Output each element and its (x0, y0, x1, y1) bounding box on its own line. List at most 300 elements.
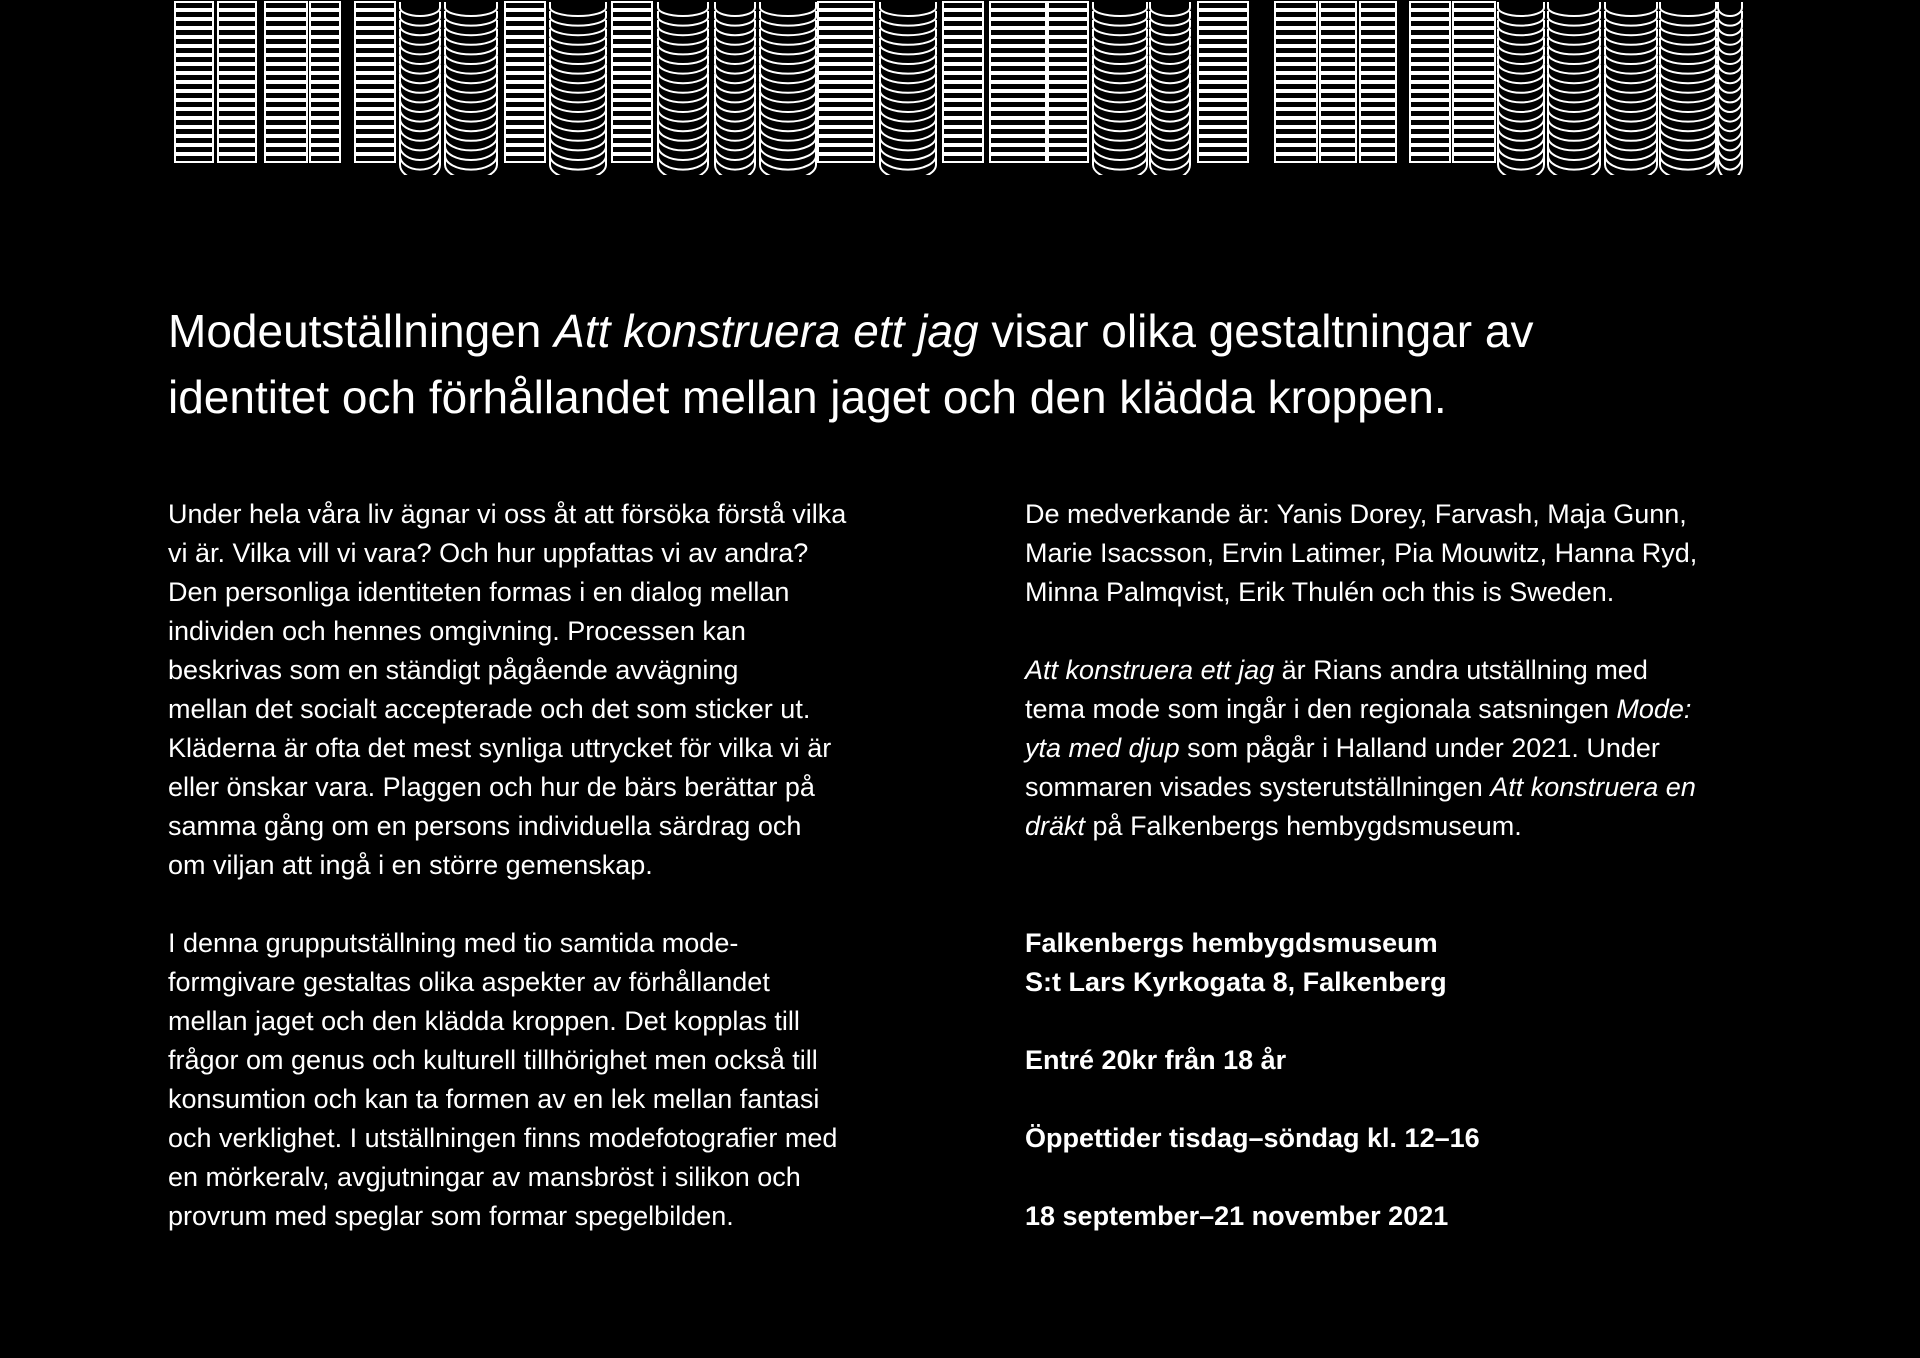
wordmark-stripe (818, 29, 874, 36)
wordmark-stripe (505, 29, 545, 36)
wordmark-stripe (218, 155, 256, 162)
wordmark-stripe (943, 146, 983, 153)
wordmark-curve (658, 110, 708, 131)
wordmark-stripe (1320, 47, 1356, 54)
wordmark-stripe (1275, 11, 1317, 18)
text-line: Den personliga identiteten formas i en dialog mellan (168, 577, 790, 607)
wordmark-stripe (1453, 29, 1495, 36)
wordmark-stripe (1275, 92, 1317, 99)
wordmark-stripe (1360, 65, 1396, 72)
wordmark-stripe (1453, 155, 1495, 162)
wordmark-stripe (818, 155, 874, 162)
wordmark-stripe (990, 56, 1046, 63)
wordmark-curve (445, 110, 497, 131)
wordmark-curve (1660, 29, 1716, 45)
wordmark-curve (658, 29, 708, 45)
wordmark-stripe (1453, 101, 1495, 108)
wordmark-stripe (1453, 128, 1495, 135)
wordmark-stripe (265, 56, 307, 63)
left-column (168, 495, 928, 1275)
wordmark-stripe (1453, 146, 1495, 153)
wordmark-stripe (1198, 146, 1248, 153)
wordmark-stripe (612, 92, 652, 99)
wordmark-stripe (1048, 56, 1088, 63)
text-run: sommaren visades systerutställningen (1025, 772, 1491, 802)
text-line: vi är. Vilka vill vi vara? Och hur uppfattas vi av andra? (168, 538, 809, 568)
wordmark-stripe (1360, 11, 1396, 18)
wordmark-curve (1718, 2, 1742, 16)
wordmark-curve (400, 2, 440, 16)
wordmark-stripe (1410, 74, 1450, 81)
wordmark-stripe (310, 83, 340, 90)
text-line: Minna Palmqvist, Erik Thulén och this is Sweden. (1025, 577, 1615, 607)
wordmark-stripe (990, 29, 1046, 36)
wordmark-stripe (355, 128, 395, 135)
wordmark-stripe (1410, 110, 1450, 117)
wordmark-stripe (175, 119, 213, 126)
wordmark-stripe (218, 56, 256, 63)
wordmark-stripe (612, 83, 652, 90)
wordmark-stripe (818, 74, 874, 81)
initiative-title-italic: Mode: (1616, 694, 1692, 724)
wordmark-stripe (1360, 146, 1396, 153)
wordmark-curve (880, 38, 936, 54)
wordmark-curve (760, 47, 816, 64)
wordmark-stripe (1048, 74, 1088, 81)
wordmark-stripe (505, 119, 545, 126)
wordmark-stripe (1360, 47, 1396, 54)
wordmark-stripe (218, 38, 256, 45)
wordmark-stripe (1275, 56, 1317, 63)
wordmark-curve (880, 47, 936, 64)
wordmark-stripe (1198, 65, 1248, 72)
wordmark-stripe (505, 83, 545, 90)
left-paragraph-2 (168, 924, 928, 1236)
wordmark-stripe (818, 137, 874, 144)
venue-name: Falkenbergs hembygdsmuseum (1025, 928, 1438, 958)
wordmark-stripe (218, 83, 256, 90)
wordmark-stripe (505, 128, 545, 135)
text-line: frågor om genus och kulturell tillhörighet men också till (168, 1045, 818, 1075)
wordmark-stripe (1410, 155, 1450, 162)
wordmark-stripe (310, 20, 340, 27)
wordmark-stripe (943, 20, 983, 27)
wordmark-stripe (818, 11, 874, 18)
text-line: en mörkeralv, avgjutningar av mansbröst i silikon och (168, 1162, 801, 1192)
wordmark-stripe (1453, 2, 1495, 9)
wordmark-curve (1660, 47, 1716, 64)
wordmark-stripe (505, 38, 545, 45)
wordmark-stripe (1453, 137, 1495, 144)
right-column (1025, 495, 1785, 1236)
wordmark-curve (550, 38, 606, 54)
wordmark-stripe (355, 74, 395, 81)
wordmark-stripe (218, 74, 256, 81)
wordmark-stripe (1048, 119, 1088, 126)
wordmark-stripe (943, 137, 983, 144)
wordmark-stripe (1410, 128, 1450, 135)
wordmark-curve (1605, 2, 1657, 16)
wordmark-stripe (310, 146, 340, 153)
wordmark-stripe (1275, 83, 1317, 90)
wordmark-stripe (943, 47, 983, 54)
wordmark-stripe (943, 92, 983, 99)
wordmark-stripe (818, 65, 874, 72)
intro-text-end: visar olika gestaltningar av (978, 305, 1534, 357)
wordmark-stripe (1275, 2, 1317, 9)
wordmark-stripe (218, 119, 256, 126)
wordmark-stripe (505, 20, 545, 27)
wordmark-stripe (310, 137, 340, 144)
wordmark-stripe (1275, 146, 1317, 153)
wordmark-stripe (175, 20, 213, 27)
wordmark-stripe (175, 83, 213, 90)
wordmark-stripe (355, 29, 395, 36)
wordmark-stripe (612, 155, 652, 162)
wordmark-stripe (505, 11, 545, 18)
intro-statement (168, 298, 1788, 430)
wordmark-stripe (265, 92, 307, 99)
wordmark-curve (760, 110, 816, 131)
text-line: mellan jaget och den klädda kroppen. Det kopplas till (168, 1006, 800, 1036)
wordmark-stripe (1410, 101, 1450, 108)
wordmark-stripe (990, 74, 1046, 81)
wordmark-stripe (1453, 65, 1495, 72)
wordmark-stripe (612, 146, 652, 153)
wordmark-stripe (1360, 155, 1396, 162)
wordmark-stripe (265, 20, 307, 27)
wordmark-curve (1660, 2, 1716, 16)
wordmark-stripe (612, 101, 652, 108)
wordmark-stripe (1410, 83, 1450, 90)
wordmark-curve (445, 47, 497, 64)
about-paragraph (1025, 651, 1785, 846)
wordmark-stripe (1360, 20, 1396, 27)
wordmark-stripe (1410, 29, 1450, 36)
wordmark-stripe (990, 128, 1046, 135)
wordmark-stripe (612, 29, 652, 36)
wordmark-stripe (1320, 20, 1356, 27)
wordmark-stripe (1320, 56, 1356, 63)
wordmark-stripe (175, 11, 213, 18)
text-line: De medverkande är: Yanis Dorey, Farvash, Maja Gunn, (1025, 499, 1687, 529)
wordmark-stripe (1320, 155, 1356, 162)
wordmark-stripe (1198, 110, 1248, 117)
wordmark-curve (1093, 29, 1147, 45)
wordmark-stripe (1360, 29, 1396, 36)
wordmark-stripe (310, 74, 340, 81)
wordmark-stripe (355, 146, 395, 153)
wordmark-stripe (310, 101, 340, 108)
wordmark-stripe (818, 110, 874, 117)
wordmark-stripe (175, 56, 213, 63)
wordmark-curve (1548, 47, 1600, 64)
wordmark-stripe (175, 137, 213, 144)
wordmark-stripe (355, 2, 395, 9)
wordmark-curve (715, 29, 755, 45)
wordmark-stripe (505, 146, 545, 153)
left-paragraph-1 (168, 495, 928, 885)
wordmark-stripe (612, 65, 652, 72)
wordmark-stripe (990, 11, 1046, 18)
wordmark-stripe (1410, 146, 1450, 153)
wordmark-stripe (1320, 83, 1356, 90)
wordmark-curve (1605, 47, 1657, 64)
wordmark-stripe (612, 20, 652, 27)
wordmark-stripe (175, 101, 213, 108)
wordmark-stripe (265, 2, 307, 9)
wordmark-stripe (1453, 110, 1495, 117)
wordmark-stripe (1198, 11, 1248, 18)
wordmark-stripe (943, 11, 983, 18)
wordmark-stripe (265, 128, 307, 135)
wordmark-stripe (355, 137, 395, 144)
wordmark-curve (445, 29, 497, 45)
wordmark-stripe (612, 56, 652, 63)
wordmark-curve (1548, 110, 1600, 131)
wordmark-stripe (1048, 11, 1088, 18)
wordmark-stripe (355, 110, 395, 117)
wordmark-stripe (265, 83, 307, 90)
wordmark-curve (550, 2, 606, 16)
wordmark-curve (1093, 2, 1147, 16)
wordmark-curve (1093, 38, 1147, 54)
wordmark-curve (1093, 110, 1147, 131)
wordmark-curve (715, 38, 755, 54)
wordmark-stripe (1360, 74, 1396, 81)
wordmark-stripe (1275, 101, 1317, 108)
wordmark-stripe (175, 65, 213, 72)
wordmark-curve (1605, 110, 1657, 131)
wordmark-stripe (1410, 65, 1450, 72)
wordmark-stripe (1275, 29, 1317, 36)
wordmark-stripe (1410, 2, 1450, 9)
wordmark-stripe (990, 101, 1046, 108)
wordmark-stripe (265, 146, 307, 153)
wordmark-stripe (1320, 92, 1356, 99)
wordmark-stripe (218, 2, 256, 9)
wordmark-stripe (990, 119, 1046, 126)
wordmark-stripe (1198, 38, 1248, 45)
wordmark-stripe (1320, 128, 1356, 135)
wordmark-curve (400, 110, 440, 131)
text-run: är Rians andra utställning med (1274, 655, 1648, 685)
wordmark-stripe (1453, 47, 1495, 54)
text-line: eller önskar vara. Plaggen och hur de bärs berättar på (168, 772, 815, 802)
text-line: och verklighet. I utställningen finns modefotografier med (168, 1123, 838, 1153)
wordmark-stripe (1320, 110, 1356, 117)
wordmark-stripe (943, 29, 983, 36)
wordmark-stripe (990, 38, 1046, 45)
wordmark-stripe (818, 146, 874, 153)
wordmark-stripe (943, 65, 983, 72)
wordmark-stripe (1048, 110, 1088, 117)
wordmark-stripe (265, 110, 307, 117)
wordmark-stripe (265, 155, 307, 162)
venue-address: S:t Lars Kyrkogata 8, Falkenberg (1025, 967, 1447, 997)
wordmark-stripe (990, 110, 1046, 117)
wordmark-stripe (612, 47, 652, 54)
wordmark-stripe (505, 74, 545, 81)
wordmark-curve (1548, 29, 1600, 45)
wordmark-stripe (265, 47, 307, 54)
wordmark-curve (1498, 47, 1544, 64)
wordmark-stripe (175, 146, 213, 153)
wordmark-stripe (818, 20, 874, 27)
wordmark-stripe (1198, 137, 1248, 144)
wordmark-stripe (1410, 47, 1450, 54)
wordmark-curve (715, 2, 755, 16)
wordmark-stripe (1320, 119, 1356, 126)
wordmark-stripe (1198, 56, 1248, 63)
wordmark-stripe (1275, 20, 1317, 27)
wordmark-curve (1548, 38, 1600, 54)
text-run: på Falkenbergs hembygdsmuseum. (1085, 811, 1522, 841)
wordmark-stripe (1453, 92, 1495, 99)
wordmark-stripe (1360, 101, 1396, 108)
wordmark-curve (1605, 29, 1657, 45)
wordmark-curve (715, 110, 755, 131)
wordmark-stripe (355, 47, 395, 54)
wordmark-stripe (943, 101, 983, 108)
wordmark-stripe (175, 155, 213, 162)
wordmark-curve (400, 29, 440, 45)
wordmark-stripe (218, 128, 256, 135)
wordmark-stripe (310, 128, 340, 135)
wordmark-stripe (175, 128, 213, 135)
wordmark-stripe (1320, 74, 1356, 81)
wordmark-stripe (1048, 83, 1088, 90)
text-line: konsumtion och kan ta formen av en lek mellan fantasi (168, 1084, 820, 1114)
wordmark-stripe (218, 29, 256, 36)
wordmark-stripe (265, 29, 307, 36)
wordmark-stripe (1275, 110, 1317, 117)
wordmark-stripe (218, 65, 256, 72)
wordmark-stripe (1048, 38, 1088, 45)
wordmark-curve (760, 2, 816, 16)
wordmark-curve (1718, 110, 1742, 131)
wordmark-curve (1150, 47, 1190, 64)
wordmark-stripe (355, 65, 395, 72)
wordmark-stripe (310, 38, 340, 45)
wordmark-stripe (175, 2, 213, 9)
wordmark-stripe (612, 11, 652, 18)
wordmark-stripe (265, 65, 307, 72)
sister-exhibition-title-italic: dräkt (1025, 811, 1086, 841)
wordmark-stripe (1048, 92, 1088, 99)
wordmark-stripe (818, 47, 874, 54)
wordmark-stripe (1275, 38, 1317, 45)
wordmark-stripe (1198, 101, 1248, 108)
wordmark-stripe (943, 155, 983, 162)
wordmark-stripe (1360, 92, 1396, 99)
wordmark-stripe (818, 101, 874, 108)
wordmark-stripe (310, 65, 340, 72)
wordmark-stripe (310, 56, 340, 63)
wordmark-stripe (990, 65, 1046, 72)
wordmark-curve (658, 38, 708, 54)
wordmark-curve (880, 110, 936, 131)
wordmark-stripe (943, 38, 983, 45)
wordmark-stripe (265, 11, 307, 18)
wordmark-curve (715, 47, 755, 64)
wordmark-stripe (310, 155, 340, 162)
text-line: Kläderna är ofta det mest synliga uttrycket för vilka vi är (168, 733, 832, 763)
wordmark-stripe (612, 38, 652, 45)
wordmark-stripe (1275, 47, 1317, 54)
wordmark-stripe (990, 146, 1046, 153)
exhibition-dates: 18 september–21 november 2021 (1025, 1201, 1449, 1231)
wordmark-stripe (505, 2, 545, 9)
wordmark-stripe (1198, 47, 1248, 54)
wordmark-stripe (1360, 2, 1396, 9)
text-line: samma gång om en persons individuella särdrag och (168, 811, 802, 841)
text-line: Marie Isacsson, Ervin Latimer, Pia Mouwitz, Hanna Ryd, (1025, 538, 1698, 568)
wordmark-stripe (818, 128, 874, 135)
wordmark-stripe (355, 155, 395, 162)
wordmark-stripe (505, 92, 545, 99)
wordmark-stripe (1048, 2, 1088, 9)
wordmark-curve (445, 2, 497, 16)
wordmark-stripe (1320, 11, 1356, 18)
wordmark-stripe (1048, 137, 1088, 144)
wordmark-stripe (1275, 119, 1317, 126)
wordmark-stripe (1453, 20, 1495, 27)
wordmark-stripe (943, 128, 983, 135)
wordmark-stripe (943, 119, 983, 126)
wordmark-stripe (310, 11, 340, 18)
intro-text-start: Modeutställningen (168, 305, 555, 357)
wordmark-stripe (1360, 110, 1396, 117)
wordmark-stripe (1320, 65, 1356, 72)
wordmark-stripe (990, 92, 1046, 99)
wordmark-curve (880, 29, 936, 45)
wordmark-stripe (218, 20, 256, 27)
wordmark-stripe (1320, 29, 1356, 36)
wordmark-stripe (1360, 83, 1396, 90)
wordmark-stripe (265, 119, 307, 126)
wordmark-stripe (1275, 65, 1317, 72)
wordmark-stripe (265, 74, 307, 81)
wordmark-stripe (310, 92, 340, 99)
wordmark-stripe (1198, 119, 1248, 126)
text-line: Under hela våra liv ägnar vi oss åt att försöka förstå vilka (168, 499, 847, 529)
text-line: formgivare gestaltas olika aspekter av förhållandet (168, 967, 770, 997)
wordmark-stripe (1410, 137, 1450, 144)
wordmark-stripe (355, 101, 395, 108)
wordmark-stripe (1453, 119, 1495, 126)
wordmark-curve (1498, 38, 1544, 54)
wordmark-stripe (818, 2, 874, 9)
wordmark-curve (760, 29, 816, 45)
wordmark-stripe (175, 74, 213, 81)
wordmark-curve (1150, 110, 1190, 131)
wordmark-stripe (1198, 74, 1248, 81)
wordmark-stripe (505, 47, 545, 54)
text-run: som pågår i Halland under 2021. Under (1179, 733, 1660, 763)
wordmark-stripe (175, 47, 213, 54)
wordmark-stripe (1275, 74, 1317, 81)
wordmark-stripe (1360, 137, 1396, 144)
wordmark-stripe (310, 119, 340, 126)
opening-hours: Öppettider tisdag–söndag kl. 12–16 (1025, 1123, 1480, 1153)
wordmark-stripe (1453, 38, 1495, 45)
wordmark-curve (1150, 38, 1190, 54)
text-run: tema mode som ingår i den regionala satsningen (1025, 694, 1617, 724)
wordmark-curve (1718, 47, 1742, 64)
wordmark-stripe (1048, 20, 1088, 27)
text-line: om viljan att ingå i en större gemenskap. (168, 850, 653, 880)
